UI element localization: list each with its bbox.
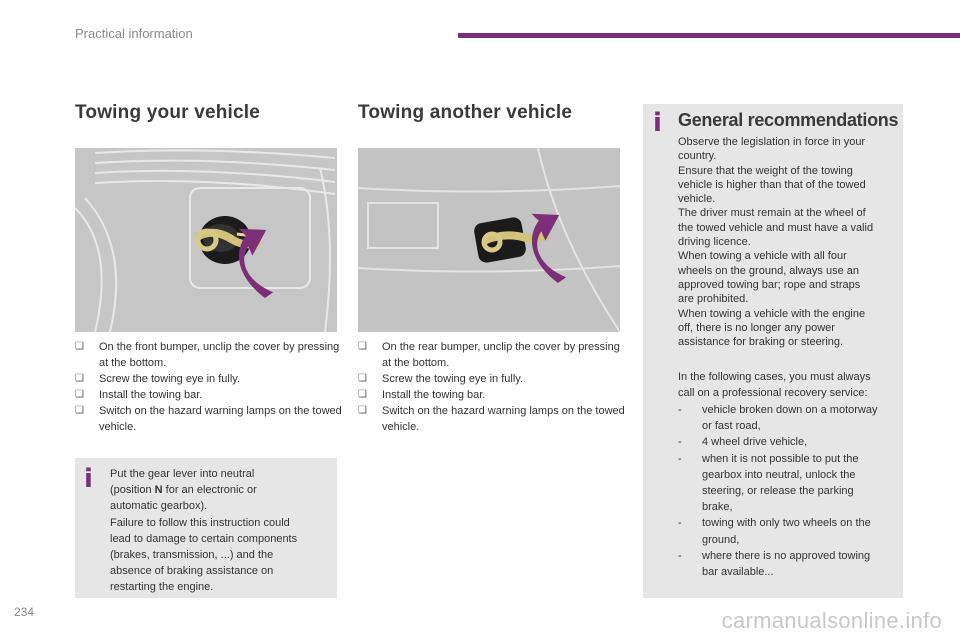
info-icon: i xyxy=(653,108,662,138)
towing-your-vehicle-steps xyxy=(75,339,343,435)
towing-another-vehicle-steps xyxy=(358,339,626,435)
gear-neutral-note-box xyxy=(75,458,337,598)
checkbox-bullet-icon: ❏ xyxy=(358,405,367,416)
list-item: ❏ Switch on the hazard warning lamps on the towed vehicle. xyxy=(358,405,625,433)
rear-bumper-photo xyxy=(358,148,620,332)
section-header: Practical information xyxy=(75,26,193,41)
general-recommendations-box xyxy=(643,104,903,598)
list-item: ❏ Screw the towing eye in fully. xyxy=(75,373,241,385)
general-recommendations-title: General recommendations xyxy=(678,110,899,130)
checkbox-bullet-icon: ❏ xyxy=(75,405,84,416)
checkbox-bullet-icon: ❏ xyxy=(358,341,367,352)
checkbox-bullet-icon: ❏ xyxy=(358,373,367,384)
checkbox-bullet-icon: ❏ xyxy=(75,373,84,384)
list-item: ❏ Install the towing bar. xyxy=(75,389,203,401)
checkbox-bullet-icon: ❏ xyxy=(75,341,84,352)
checkbox-bullet-icon: ❏ xyxy=(358,389,367,400)
list-item: ❏ On the front bumper, unclip the cover by pressing at the bottom. xyxy=(75,341,340,369)
general-recommendations-paragraph: Observe the legislation in force in your country. Ensure that the weight of the towing vehicle is higher than that of the towed vehicle. The driver must remain at the wheel of the towed vehicle and must have a valid driving licence. When towing a vehicle with all four wheels on the ground, always use an approved towing bar; rope and straps are prohibited. When towing a vehicle with the engine off, there is no longer any power assistance for braking or steering. xyxy=(678,136,874,349)
header-accent-bar xyxy=(458,33,960,38)
list-item: - when it is not possible to put the gearbox into neutral, unlock the steering, or release the parking brake, xyxy=(678,452,859,514)
list-item: - vehicle broken down on a motorway or fast road, xyxy=(678,404,878,433)
list-item: ❏ On the rear bumper, unclip the cover by pressing at the bottom. xyxy=(358,341,620,369)
list-item: - towing with only two wheels on the ground, xyxy=(678,517,871,546)
info-icon: i xyxy=(84,464,93,494)
towing-your-vehicle-title: Towing your vehicle xyxy=(75,102,261,123)
gear-neutral-note-text: Put the gear lever into neutral (position N for an electronic or automatic gearbox). Failure to follow this instruction could lead to damage to certain components (brakes, transmission, ...) and the absence of braking assistance on restarting the engine. xyxy=(110,468,298,594)
list-item: - 4 wheel drive vehicle, xyxy=(678,436,808,449)
checkbox-bullet-icon: ❏ xyxy=(75,389,84,400)
page-number: 234 xyxy=(14,605,35,619)
recovery-service-intro: In the following cases, you must always call on a professional recovery service: xyxy=(678,371,871,400)
list-item: - where there is no approved towing bar available... xyxy=(678,549,871,579)
list-item: ❏ Switch on the hazard warning lamps on the towed vehicle. xyxy=(75,405,342,433)
towing-another-vehicle-title: Towing another vehicle xyxy=(358,102,573,123)
list-item: ❏ Screw the towing eye in fully. xyxy=(358,373,524,385)
front-bumper-photo xyxy=(75,148,337,332)
list-item: ❏ Install the towing bar. xyxy=(358,389,486,401)
watermark: carmanualsonline.info xyxy=(721,608,942,633)
recovery-cases-list xyxy=(678,402,900,580)
